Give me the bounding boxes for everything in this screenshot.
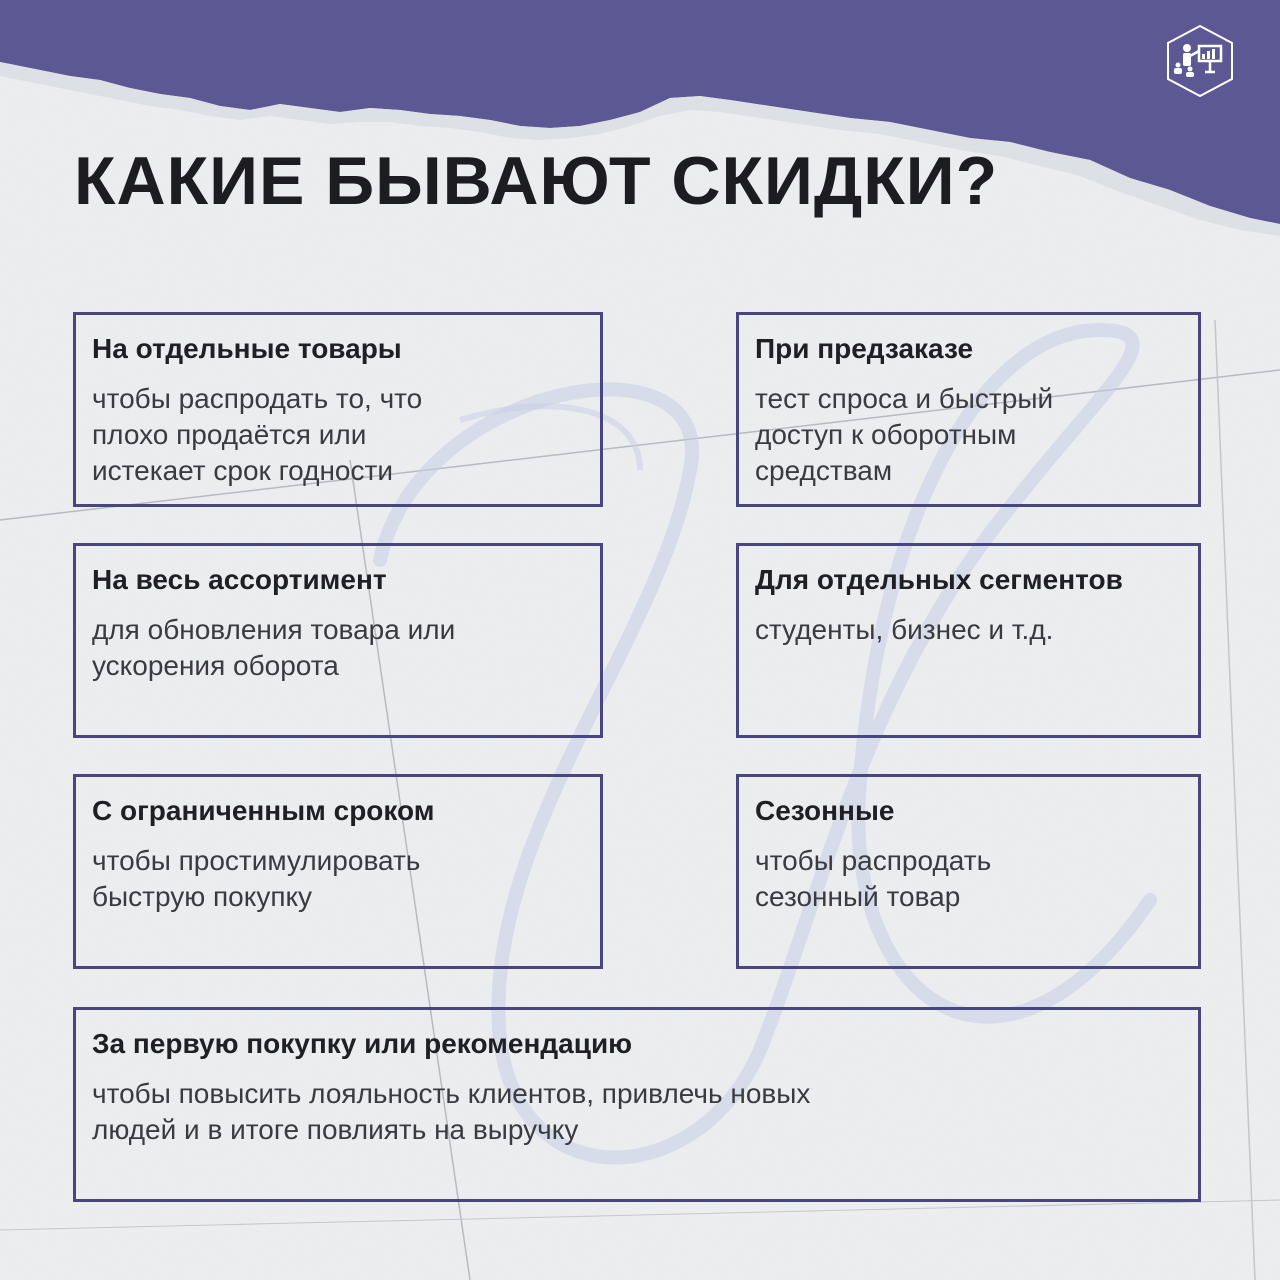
card-title: На отдельные товары (92, 333, 402, 364)
discount-card-limited-time (73, 774, 603, 969)
card-title: На весь ассортимент (92, 564, 387, 595)
card-text: чтобы распродать сезонный товар (755, 845, 992, 912)
discount-card-preorder (736, 312, 1201, 507)
card-text: тест спроса и быстрый доступ к оборотным средствам (755, 383, 1054, 486)
page-title: КАКИЕ БЫВАЮТ СКИДКИ? (74, 143, 999, 219)
card-title: С ограниченным сроком (92, 795, 435, 826)
card-text: студенты, бизнес и т.д. (755, 614, 1054, 645)
card-title: Для отдельных сегментов (755, 564, 1123, 595)
discount-card-first-purchase (73, 1007, 1201, 1202)
teacher-board-icon[interactable] (1163, 24, 1237, 98)
card-text: чтобы простимулировать быструю покупку (92, 845, 421, 912)
discount-card-individual-items (73, 312, 603, 507)
discount-card-segments (736, 543, 1201, 738)
card-title: Сезонные (755, 795, 895, 826)
discount-card-seasonal (736, 774, 1201, 969)
card-text: чтобы распродать то, что плохо продаётся или истекает срок годности (92, 383, 423, 486)
card-text: для обновления товара или ускорения оборота (92, 614, 456, 681)
discount-card-whole-assortment (73, 543, 603, 738)
card-title: За первую покупку или рекомендацию (92, 1028, 633, 1059)
card-title: При предзаказе (755, 333, 974, 364)
card-text: чтобы повысить лояльность клиентов, привлечь новых людей и в итоге повлиять на выручку (92, 1078, 811, 1145)
